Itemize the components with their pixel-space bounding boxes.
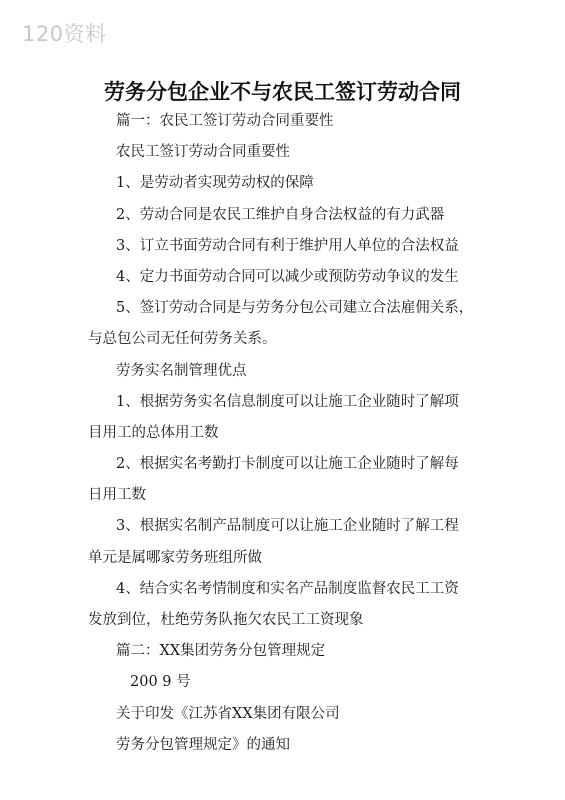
- list-item: 2、根据实名考勤打卡制度可以让施工企业随时了解每: [116, 456, 459, 473]
- list-item-continuation: 单元是属哪家劳务班组所做: [88, 549, 262, 566]
- list-item-continuation: 目用工的总体用工数: [88, 424, 219, 441]
- paragraph-line: 农民工签订劳动合同重要性: [116, 144, 290, 161]
- list-item-continuation: 日用工数: [88, 487, 146, 504]
- document-title: 劳务分包企业不与农民工签订劳动合同: [104, 80, 461, 104]
- section-heading: 篇一：农民工签订劳动合同重要性: [116, 113, 334, 129]
- document-number: 200 9 号: [130, 674, 191, 691]
- list-item: 4、结合实名考情制度和实名产品制度监督农民工工资: [116, 580, 459, 597]
- document-body: [88, 106, 498, 761]
- list-item: 2、劳动合同是农民工维护自身合法权益的有力武器: [116, 206, 445, 223]
- list-item: 1、是劳动者实现劳动权的保障: [116, 175, 314, 192]
- list-item: 3、根据实名制产品制度可以让施工企业随时了解工程: [116, 518, 459, 535]
- section-heading: 篇二：XX集团劳务分包管理规定: [116, 643, 326, 660]
- list-item: 3、订立书面劳动合同有利于维护用人单位的合法权益: [116, 237, 459, 254]
- list-item: 4、定力书面劳动合同可以减少或预防劳动争议的发生: [116, 268, 459, 285]
- paragraph-line: 关于印发《江苏省XX集团有限公司: [116, 705, 340, 722]
- paragraph-line: 劳务实名制管理优点: [116, 362, 247, 379]
- watermark-logo: 120资料: [22, 22, 107, 46]
- paragraph-line: 劳务分包管理规定》的通知: [116, 736, 290, 753]
- list-item: 5、签订劳动合同是与劳务分包公司建立合法雇佣关系，: [116, 300, 474, 317]
- list-item-continuation: 发放到位，杜绝劳务队拖欠农民工工资现象: [88, 612, 364, 628]
- list-item-continuation: 与总包公司无任何劳务关系。: [88, 331, 277, 348]
- list-item: 1、根据劳务实名信息制度可以让施工企业随时了解项: [116, 393, 459, 410]
